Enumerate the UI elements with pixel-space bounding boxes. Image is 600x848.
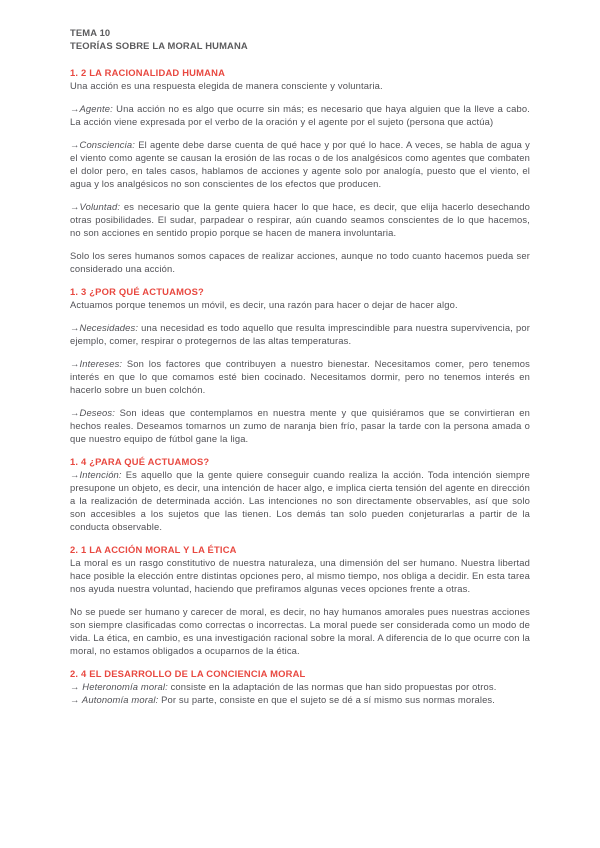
term-lead-agente: →Agente: [70, 103, 113, 114]
section-heading-para-que-actuamos: 1. 4 ¿PARA QUÉ ACTUAMOS? [70, 456, 210, 467]
paragraph [70, 693, 530, 706]
paragraph [70, 321, 530, 347]
paragraph [70, 680, 530, 693]
doc-header [70, 26, 530, 52]
paragraph [70, 249, 530, 275]
paragraph [70, 79, 530, 92]
section-heading-racionalidad: 1. 2 LA RACIONALIDAD HUMANA [70, 67, 226, 78]
paragraph [70, 357, 530, 396]
paragraph-text: Son ideas que contemplamos en nuestra mente y que quisiéramos que se convirtieran en hechos reales. Deseamos tomarnos un zumo de naranja bien frío, pasar la tarde con la persona amada o que nuestro equipo de fútbol gane la liga. [70, 407, 530, 444]
doc-subtitle: TEORÍAS SOBRE LA MORAL HUMANA [70, 40, 248, 51]
paragraph-text: Una acción no es algo que ocurre sin más; es necesario que haya alguien que la lleve a cabo. La acción viene expresada por el verbo de la oración y el agente por el sujeto (persona que actúa) [70, 103, 530, 127]
paragraph-text: consiste en la adaptación de las normas que han sido propuestas por otros. [167, 681, 497, 692]
paragraph-text: La moral es un rasgo constitutivo de nuestra naturaleza, una dimensión del ser humano. Nuestra libertad hace posible la elección entre distintas opciones pero, al mismo tiempo, nos obliga a decidir. En esta tarea nos ayuda nuestra voluntad, haciendo que prefiramos algunas veces opciones frente a otras. [70, 557, 530, 594]
paragraph-text: El agente debe darse cuenta de qué hace y por qué lo hace. A veces, se habla de agua y el viento como agente se causan la erosión de las rocas o de los analgésicos como agentes que combaten el dolor pero, en tales casos, hablamos de acciones y agente solo por analogía, puesto que el viento, el agua y los analgésicos no son conscientes de los efectos que producen. [70, 139, 530, 189]
term-lead-deseos: →Deseos: [70, 407, 115, 418]
section-racionalidad-humana [70, 66, 530, 275]
paragraph [70, 102, 530, 128]
paragraph [70, 298, 530, 311]
paragraph-text: Una acción es una respuesta elegida de manera consciente y voluntaria. [70, 80, 383, 91]
section-heading-accion-moral-etica: 2. 1 LA ACCIÓN MORAL Y LA ÉTICA [70, 544, 237, 555]
term-lead-consciencia: →Consciencia: [70, 139, 135, 150]
paragraph-text: Es aquello que la gente quiere conseguir cuando realiza la acción. Toda intención siempre presupone un objeto, es decir, una intención de hacer algo, e implica cierta tensión del agente en dirección a la realización de determinada acción. Las intenciones no son directamente observables, así que solo son accesibles a los sujetos que las tienen. Los demás tan solo pueden conjeturarlas a partir de la conducta observable. [70, 469, 530, 532]
section-accion-moral-etica [70, 543, 530, 657]
doc-title: TEMA 10 [70, 27, 111, 38]
term-lead-intereses: →Intereses: [70, 358, 123, 369]
paragraph-text: una necesidad es todo aquello que resulta imprescindible para nuestra supervivencia, por ejemplo, comer, respirar o protegernos de las altas temperaturas. [70, 322, 530, 346]
section-para-que-actuamos [70, 455, 530, 533]
term-lead-heteronomia: → Heteronomía moral: [70, 681, 168, 692]
term-lead-intencion: →Intención: [70, 469, 122, 480]
paragraph [70, 138, 530, 190]
section-por-que-actuamos [70, 285, 530, 445]
paragraph-text: Por su parte, consiste en que el sujeto se dé a sí mismo sus normas morales. [158, 694, 496, 705]
paragraph-text: Solo los seres humanos somos capaces de realizar acciones, aunque no todo cuanto hacemos pueda ser considerado una acción. [70, 250, 530, 274]
paragraph [70, 556, 530, 595]
term-lead-voluntad: →Voluntad: [70, 201, 121, 212]
paragraph [70, 468, 530, 533]
paragraph-text: No se puede ser humano y carecer de moral, es decir, no hay humanos amorales pues nuestras acciones son siempre clasificadas como correctas o incorrectas. La moral puede ser considerada como un modo de vida. La ética, en cambio, es una investigación racional sobre la moral. A diferencia de lo que ocurre con la moral, no estamos obligados a ocuparnos de la ética. [70, 606, 530, 656]
paragraph-text: Son los factores que contribuyen a nuestro bienestar. Necesitamos comer, pero tenemos interés en que lo que comamos esté bien cocinado. Necesitamos dormir, pero no tenemos interés en hacerlo sobre un buen colchón. [70, 358, 530, 395]
paragraph [70, 406, 530, 445]
paragraph [70, 200, 530, 239]
section-desarrollo-conciencia-moral [70, 667, 530, 706]
paragraph-text: es necesario que la gente quiera hacer lo que hace, es decir, que elija hacerlo desechando otras posibilidades. El sudar, parpadear o respirar, aún cuando seamos conscientes de lo que hacemos, no son acciones en sentido propio porque se hacen de manera involuntaria. [70, 201, 530, 238]
term-lead-necesidades: →Necesidades: [70, 322, 139, 333]
paragraph [70, 605, 530, 657]
section-heading-desarrollo-conciencia: 2. 4 EL DESARROLLO DE LA CONCIENCIA MORAL [70, 668, 306, 679]
paragraph-text: Actuamos porque tenemos un móvil, es decir, una razón para hacer o dejar de hacer algo. [70, 299, 458, 310]
section-heading-por-que-actuamos: 1. 3 ¿POR QUÉ ACTUAMOS? [70, 286, 204, 297]
term-lead-autonomia: → Autonomía moral: [70, 694, 159, 705]
